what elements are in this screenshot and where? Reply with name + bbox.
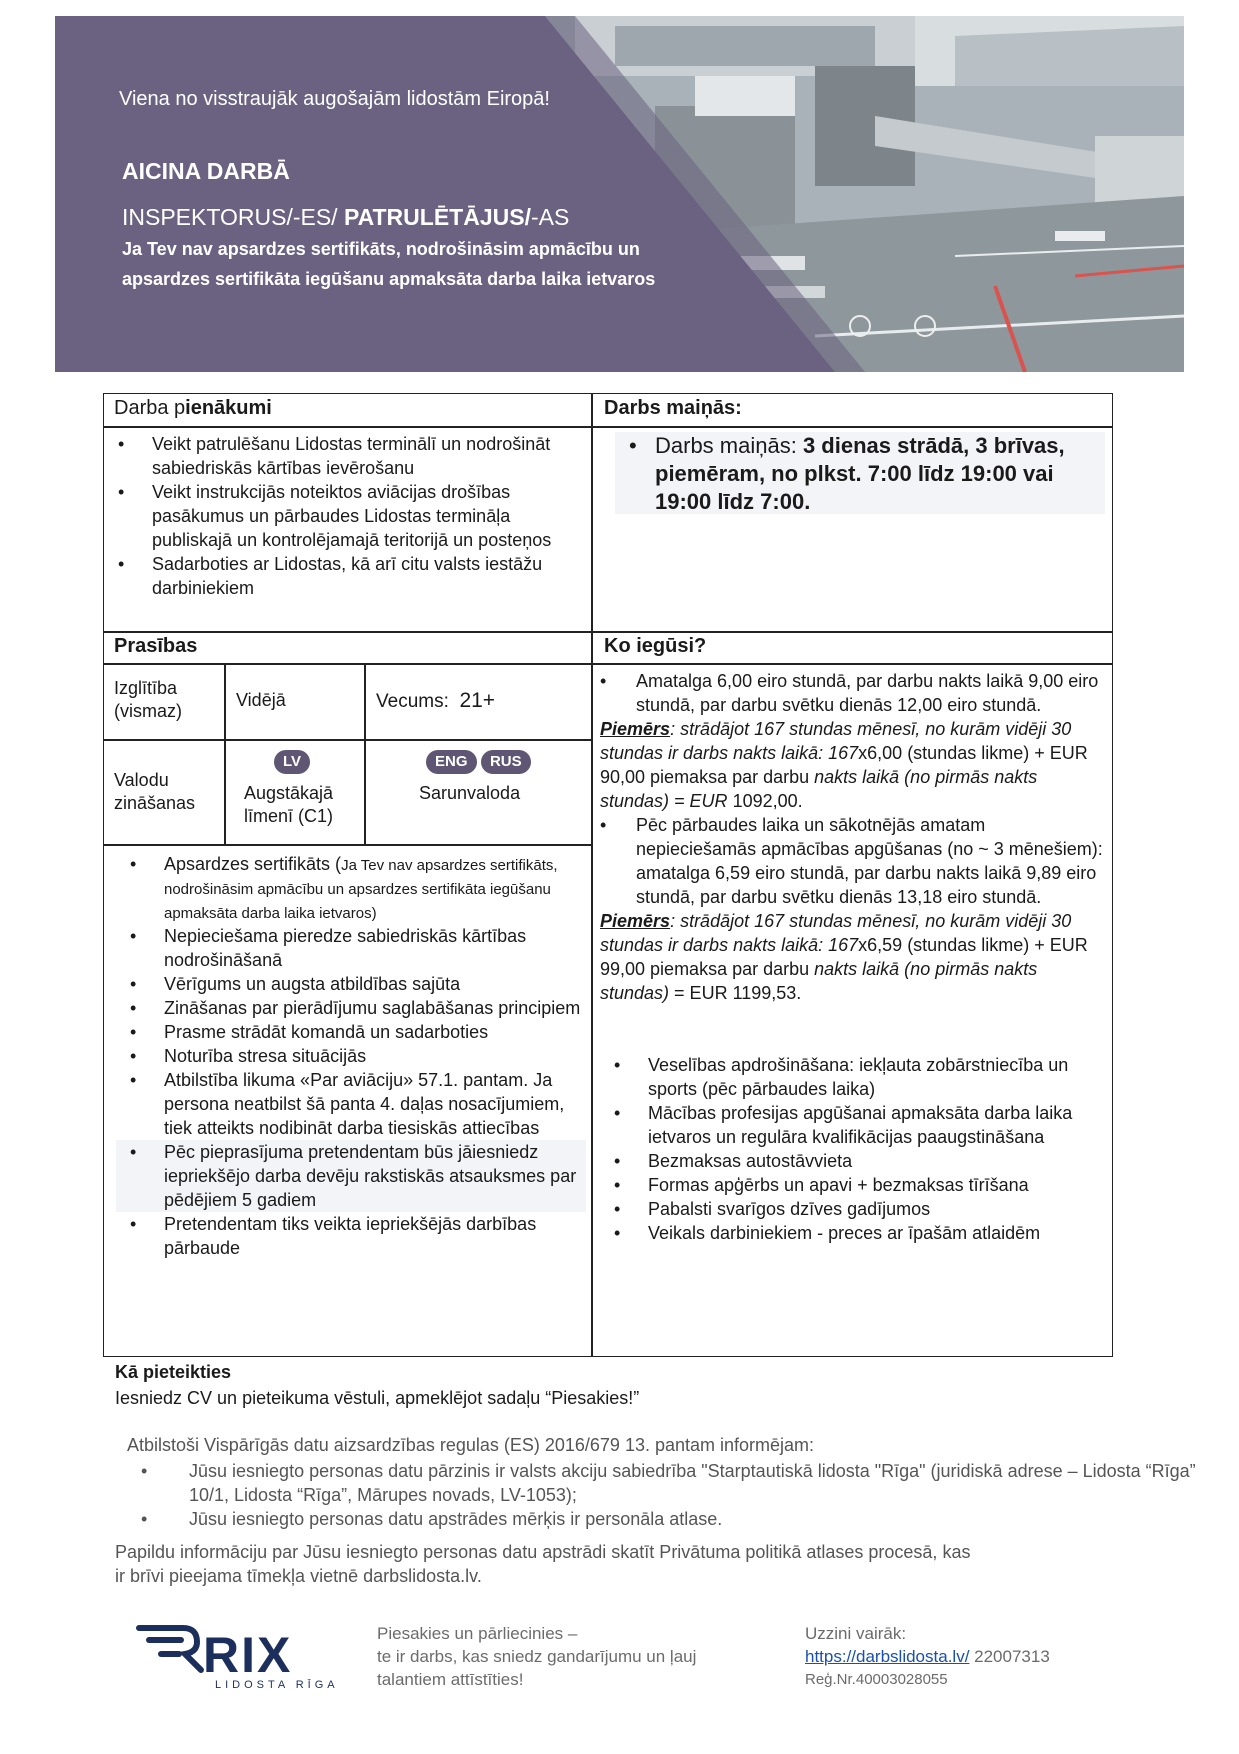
slogan-line3: talantiem attīstīties!: [377, 1670, 524, 1689]
banner-sub-line1: Ja Tev nav apsardzes sertifikāts, nodrošināsim apmācību un: [122, 239, 640, 259]
lang-eng: ENG: [426, 750, 477, 774]
education-value: Vidējā: [236, 690, 286, 710]
more-label: Uzzini vairāk:: [805, 1624, 907, 1643]
banner-sub-line2: apsardzes sertifikāta iegūšanu apmaksāta darba laika ietvaros: [122, 269, 656, 289]
example1-i2: nakts laikā (no pirmās nakts stundas) = EUR: [600, 767, 1038, 811]
example2-n1: x6,59 (stundas likme) + EUR 99,00 piemaksa par darbu: [600, 935, 1088, 979]
age-label: Vecums:: [376, 691, 449, 712]
age-value: 21+: [459, 689, 496, 712]
salary-text-1: Amatalga 6,00 eiro stundā, par darbu nakts laikā 9,00 eiro stundā, par darbu svētku dienās 12,00 eiro stundā.: [636, 671, 1099, 715]
footer-contact: [805, 1622, 1050, 1691]
footer-slogan: [377, 1622, 696, 1691]
rix-logo: [135, 1618, 345, 1690]
example1-n1: x6,00 (stundas likme) + EUR 90,00 piemaksa par darbu: [600, 743, 1088, 787]
shifts-item: • Darbs maiņās: 3 dienas strādā, 3 brīvas, piemēram, no plkst. 7:00 līdz 19:00 vai 19:00 līdz 7:00.: [629, 433, 1065, 514]
logo-text: RIX: [203, 1627, 293, 1683]
age-field: [376, 689, 495, 713]
list-item: • Veikt patrulēšanu Lidostas terminālī un nodrošināt sabiedriskās kārtības ievērošanu: [104, 432, 584, 480]
list-item: • Noturība stresa situācijās: [116, 1044, 586, 1068]
lang-lv: LV: [274, 750, 310, 774]
list-item: • Pretendentam tiks veikta iepriekšējās darbības pārbaude: [116, 1212, 586, 1260]
duties-header: [114, 397, 272, 420]
lang-rus: RUS: [481, 750, 531, 774]
salary-text-2: Pēc pārbaudes laika un sākotnējās amatam nepieciešamās apmācības apgūšanas (no ~ 3 mēnešiem): amatalga 6,59 eiro stundā, par darbu nakts laikā 9,89 eiro stundā, par darbu svētku dienās 13,18 eiro stundā.: [636, 815, 1103, 907]
phone: 22007313: [969, 1647, 1050, 1666]
banner-invite: AICINA DARBĀ: [122, 158, 290, 184]
list-item: • Prasme strādāt komandā un sadarboties: [116, 1020, 586, 1044]
list-item: • Pabalsti svarīgos dzīves gadījumos: [600, 1197, 1108, 1221]
gdpr-list: [127, 1459, 1197, 1531]
slogan-line2: te ir darbs, kas sniedz gandarījumu un ļauj: [377, 1647, 697, 1666]
list-item: • Pēc pieprasījuma pretendentam būs jāiesniedz iepriekšējo darba devēju rakstiskās atsauksmes par pēdējiem 5 gadiem: [116, 1140, 586, 1212]
benefits-header: Ko iegūsi?: [604, 635, 707, 657]
list-item: • Veselības apdrošināšana: iekļauta zobārstniecība un sports (pēc pārbaudes laika): [600, 1053, 1108, 1101]
requirements-header: Prasības: [114, 635, 198, 657]
position-part2: -AS: [530, 204, 570, 230]
apply-title: Kā pieteikties: [115, 1362, 232, 1382]
rix-logo-icon: [135, 1618, 345, 1690]
list-item: • Sadarboties ar Lidostas, kā arī citu valsts iestāžu darbiniekiem: [104, 552, 584, 600]
shifts-text-prefix: Darbs maiņās:: [655, 433, 803, 458]
example-label: Piemērs: [600, 719, 671, 739]
reg-number: Reģ.Nr.40003028055: [805, 1671, 948, 1688]
list-item: • Bezmaksas autostāvvieta: [600, 1149, 1108, 1173]
list-item: • Zināšanas par pierādījumu saglabāšanas principiem: [116, 996, 586, 1020]
website-link[interactable]: https://darbslidosta.lv/: [805, 1647, 970, 1666]
salary-item-1: • Amatalga 6,00 eiro stundā, par darbu nakts laikā 9,00 eiro stundā, par darbu svētku dienās 12,00 eiro stundā.: [600, 671, 1099, 715]
banner-position-title: [122, 204, 569, 231]
benefits-list: [600, 1053, 1108, 1245]
apply-text: Iesniedz CV un pieteikuma vēstuli, apmeklējot sadaļu “Piesakies!”: [115, 1388, 640, 1408]
position-bold: PATRULĒTĀJUS/: [343, 204, 531, 230]
example-1: [600, 717, 1108, 813]
list-item: • Veikals darbiniekiem - preces ar īpašām atlaidēm: [600, 1221, 1108, 1245]
list-item: [116, 852, 586, 924]
list-item: • Jūsu iesniegto personas datu apstrādes mērķis ir personāla atlase.: [127, 1507, 1197, 1531]
gdpr-extra-line1: Papildu informāciju par Jūsu iesniegto personas datu apstrādi skatīt Privātuma politikā atlases procesā, kas: [115, 1542, 971, 1562]
duties-header-prefix: Darba p: [114, 397, 186, 419]
shifts-box: [615, 432, 1105, 514]
duties-header-bold: ienākumi: [185, 397, 272, 419]
cert-note: Ja Tev nav apsardzes sertifikāts, nodrošināsim apmācību un apsardzes sertifikāta iegūšanu apmaksāta darba laika ietvaros): [164, 857, 558, 922]
example2-i1: : strādājot 167 stundas mēnesī, no kurām vidēji 30 stundas ir darbs nakts laikā: 167: [600, 911, 1072, 955]
duties-list: [104, 432, 584, 600]
language-label: Valodu zināšanas: [114, 770, 196, 813]
shifts-text-bold: 3 dienas strādā, 3 brīvas, piemēram, no plkst. 7:00 līdz 19:00 vai 19:00 līdz 7:00.: [655, 433, 1065, 514]
position-part1: INSPEKTORUS/-ES/: [122, 204, 344, 230]
salary-item-2: • Pēc pārbaudes laika un sākotnējās amatam nepieciešamās apmācības apgūšanas (no ~ 3 mēnešiem): amatalga 6,59 eiro stundā, par darbu nakts laikā 9,89 eiro stundā, par darbu svētku dienās 13,18 eiro stundā.: [600, 815, 1103, 907]
example1-n2: 1092,00.: [727, 791, 803, 811]
shifts-header: Darbs maiņās:: [604, 397, 742, 419]
gdpr-extra-line2: ir brīvi pieejama tīmekļa vietnē darbslidosta.lv.: [115, 1566, 482, 1586]
list-item: • Nepieciešama pieredze sabiedriskās kārtības nodrošināšanā: [116, 924, 586, 972]
job-details-table: [103, 393, 1113, 1357]
lang-other-badges: [426, 750, 531, 774]
benefits-content: [600, 669, 1108, 1005]
gdpr-intro: Atbilstoši Vispārīgās datu aizsardzības regulas (ES) 2016/679 13. pantam informējam:: [127, 1435, 815, 1455]
example2-i2: nakts laikā (no pirmās nakts stundas): [600, 959, 1038, 1003]
slogan-line1: Piesakies un pārliecinies –: [377, 1624, 578, 1643]
list-item: • Formas apģērbs un apavi + bezmaksas tīrīšana: [600, 1173, 1108, 1197]
lang-other-level: Sarunvaloda: [419, 783, 521, 803]
lang-lv-level: Augstākajā līmenī (C1): [244, 783, 334, 826]
list-item: • Vērīgums un augsta atbildības sajūta: [116, 972, 586, 996]
requirements-list: [116, 852, 586, 1260]
list-item: • Veikt instrukcijās noteiktos aviācijas drošības pasākumus un pārbaudes Lidostas termināļa publiskajā un kontrolējamajā teritorijā un posteņos: [104, 480, 584, 552]
education-label: Izglītība (vismaz): [114, 678, 182, 721]
example2-n2: = EUR 1199,53.: [669, 983, 802, 1003]
example1-i1: : strādājot 167 stundas mēnesī, no kurām vidēji 30 stundas ir darbs nakts laikā: 167: [600, 719, 1072, 763]
contact-line: [805, 1645, 1050, 1668]
list-item: • Atbilstība likuma «Par aviāciju» 57.1. pantam. Ja persona neatbilst šā panta 4. daļas nosacījumiem, tiek atteikts nodibināt darba tiesiskās attiecības: [116, 1068, 586, 1140]
logo-sub: LIDOSTA RĪGA: [215, 1679, 339, 1690]
airport-photo: [55, 16, 1184, 372]
banner-subtitle: [122, 234, 742, 294]
example-2: [600, 909, 1108, 1005]
lang-lv-badge: [274, 750, 310, 774]
header-banner: [55, 16, 1184, 372]
example-label-2: Piemērs: [600, 911, 671, 931]
list-item: • Jūsu iesniegto personas datu pārzinis ir valsts akciju sabiedrība "Starptautiskā lidosta "Rīga" (juridiskā adrese – Lidosta “Rīga” 10/1, Lidosta “Rīga”, Mārupes novads, LV-1053);: [127, 1459, 1197, 1507]
cert-main: Apsardzes sertifikāts (: [164, 854, 342, 874]
banner-tagline: Viena no visstraujāk augošajām lidostām Eiropā!: [119, 88, 550, 110]
list-item: • Mācības profesijas apgūšanai apmaksāta darba laika ietvaros un regulāra kvalifikācijas paaugstināšana: [600, 1101, 1108, 1149]
